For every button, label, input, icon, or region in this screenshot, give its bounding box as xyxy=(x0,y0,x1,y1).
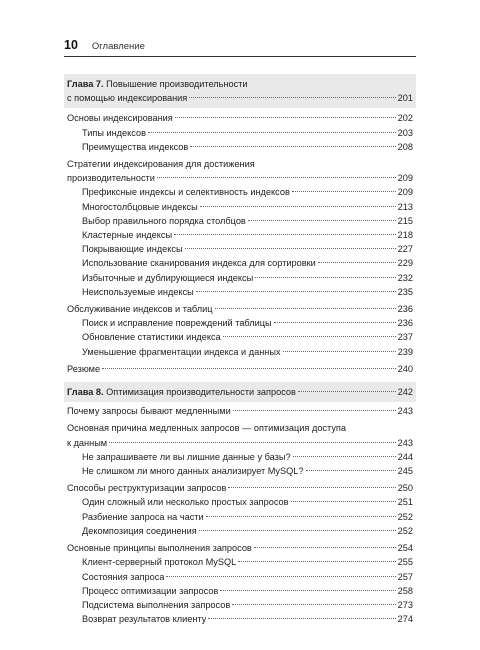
toc-page-number: 274 xyxy=(397,614,413,625)
toc-entry-label: Декомпозиция соединения xyxy=(82,525,197,536)
dot-leader xyxy=(318,262,396,263)
toc-entry-line: Стратегии индексирования для достижения xyxy=(67,159,255,170)
toc-page-number: 209 xyxy=(397,187,413,198)
toc-entry-label: Резюме xyxy=(67,363,101,374)
toc-entry-line xyxy=(67,77,413,91)
toc-entry[interactable] xyxy=(64,495,416,509)
chapter-title: Оптимизация производительности запросов xyxy=(106,387,296,398)
toc-entry-label: к данным xyxy=(67,437,108,448)
dot-leader xyxy=(109,442,396,443)
toc-entry-line: Основная причина медленных запросов — оптимизация доступа xyxy=(67,423,347,434)
toc-entry[interactable] xyxy=(64,464,416,478)
toc-entry-label: Избыточные и дублирующиеся индексы xyxy=(82,272,254,283)
toc-entry-label: Не запрашиваете ли вы лишние данные у базы? xyxy=(82,451,291,462)
toc-entry-label: Почему запросы бывают медленными xyxy=(67,406,231,417)
toc-entry-label: Клиент-серверный протокол MySQL xyxy=(82,557,237,568)
toc-page-number: 202 xyxy=(397,113,413,124)
toc-page-number: 252 xyxy=(397,511,413,522)
toc-entry[interactable] xyxy=(64,481,416,495)
toc-entry[interactable] xyxy=(64,256,416,270)
toc-entry[interactable] xyxy=(64,584,416,598)
toc-entry[interactable] xyxy=(67,436,413,450)
dot-leader xyxy=(298,391,396,392)
toc-page-number: 235 xyxy=(397,286,413,297)
dot-leader xyxy=(306,470,396,471)
toc-entry-line-1 xyxy=(67,157,413,171)
chapter-8-sections xyxy=(64,402,416,626)
chapter-title-line xyxy=(67,77,413,91)
toc-entry-label: Основы индексирования xyxy=(67,113,173,124)
dot-leader xyxy=(293,456,396,457)
dot-leader xyxy=(283,351,396,352)
chapter-prefix: Глава 8. xyxy=(67,387,104,398)
toc-entry-label: производительности xyxy=(67,173,155,184)
toc-entry-label: Способы реструктуризации запросов xyxy=(67,483,227,494)
toc-page-number: 252 xyxy=(397,525,413,536)
toc-entry[interactable] xyxy=(64,271,416,285)
dot-leader xyxy=(185,248,396,249)
dot-leader xyxy=(200,206,396,207)
toc-entry-label: Основные принципы выполнения запросов xyxy=(67,543,252,554)
toc-page-number: 203 xyxy=(397,127,413,138)
toc-entry[interactable] xyxy=(64,200,416,214)
dot-leader xyxy=(102,368,396,369)
toc-entry-label: Обновление статистики индекса xyxy=(82,332,221,343)
header-rule xyxy=(64,56,416,57)
toc-entry[interactable] xyxy=(64,330,416,344)
toc-entry-label: Неиспользуемые индексы xyxy=(82,286,194,297)
toc-entry-label: Покрывающие индексы xyxy=(82,244,183,255)
toc-entry[interactable] xyxy=(64,126,416,140)
toc-entry[interactable] xyxy=(64,450,416,464)
dot-leader xyxy=(255,277,395,278)
toc-entry[interactable] xyxy=(64,524,416,538)
dot-leader xyxy=(196,291,396,292)
toc-entry[interactable] xyxy=(64,612,416,626)
toc-entry-label: Состояния запроса xyxy=(82,571,165,582)
toc-entry[interactable] xyxy=(67,171,413,185)
toc-entry[interactable] xyxy=(64,242,416,256)
toc-page-number: 229 xyxy=(397,258,413,269)
dot-leader xyxy=(199,530,396,531)
toc-page-number: 227 xyxy=(397,244,413,255)
toc-multiline-entry[interactable] xyxy=(64,157,416,185)
toc-entry[interactable] xyxy=(64,570,416,584)
dot-leader xyxy=(292,191,396,192)
dot-leader xyxy=(232,604,395,605)
toc-entry[interactable] xyxy=(64,285,416,299)
dot-leader xyxy=(148,132,396,133)
dot-leader xyxy=(291,501,396,502)
toc-page-number: 250 xyxy=(397,483,413,494)
toc-entry-label: Один сложный или несколько простых запросов xyxy=(82,497,289,508)
toc-entry-label: Типы индексов xyxy=(82,127,146,138)
toc-entry[interactable] xyxy=(67,91,413,105)
dot-leader xyxy=(248,220,396,221)
dot-leader xyxy=(220,590,395,591)
toc-page-number: 273 xyxy=(397,599,413,610)
toc-page-number: 218 xyxy=(397,230,413,241)
toc-page-number: 245 xyxy=(397,466,413,477)
page-header xyxy=(64,38,416,54)
toc-entry-label: Возврат результатов клиенту xyxy=(82,614,207,625)
toc-page-number: 257 xyxy=(397,571,413,582)
dot-leader xyxy=(228,487,395,488)
toc-page-number: 236 xyxy=(397,304,413,315)
table-of-contents xyxy=(64,74,416,626)
toc-entry-label: Выбор правильного порядка столбцов xyxy=(82,215,246,226)
toc-page-number: 208 xyxy=(397,141,413,152)
page-number: 10 xyxy=(64,38,78,52)
toc-page-number: 201 xyxy=(397,93,413,104)
toc-page-number: 209 xyxy=(397,173,413,184)
toc-entry-label: Кластерные индексы xyxy=(82,230,173,241)
toc-entry-label: Преимущества индексов xyxy=(82,141,189,152)
toc-entry-label: Процесс оптимизации запросов xyxy=(82,585,219,596)
toc-entry-label: Подсистема выполнения запросов xyxy=(82,599,231,610)
toc-page-number: 236 xyxy=(397,318,413,329)
toc-entry[interactable] xyxy=(64,345,416,359)
toc-entry[interactable] xyxy=(64,140,416,154)
toc-entry[interactable] xyxy=(64,362,416,376)
toc-entry[interactable] xyxy=(64,228,416,242)
chapter-title: Повышение производительности xyxy=(106,79,248,89)
toc-page-number: 240 xyxy=(397,363,413,374)
toc-page-number: 239 xyxy=(397,346,413,357)
toc-entry[interactable] xyxy=(64,111,416,125)
chapter-7-heading[interactable] xyxy=(64,74,416,108)
dot-leader xyxy=(274,322,396,323)
toc-entry-label: Разбиение запроса на части xyxy=(82,511,204,522)
toc-page-number: 251 xyxy=(397,497,413,508)
toc-entry-label xyxy=(67,385,296,399)
running-title: Оглавление xyxy=(91,41,145,52)
toc-page-number: 215 xyxy=(397,215,413,226)
toc-multiline-entry[interactable] xyxy=(64,421,416,449)
toc-entry[interactable] xyxy=(64,555,416,569)
dot-leader xyxy=(189,97,395,98)
dot-leader xyxy=(223,336,396,337)
toc-entry-label: Префиксные индексы и селективность индексов xyxy=(82,187,290,198)
toc-entry-label: Обслуживание индексов и таблиц xyxy=(67,304,213,315)
dot-leader xyxy=(233,410,396,411)
toc-page-number: 255 xyxy=(397,557,413,568)
toc-entry[interactable] xyxy=(64,510,416,524)
toc-entry-label: Уменьшение фрагментации индекса и данных xyxy=(82,346,281,357)
toc-page-number: 244 xyxy=(397,451,413,462)
dot-leader xyxy=(238,561,395,562)
toc-entry-label: Использование сканирования индекса для сортировки xyxy=(82,258,316,269)
dot-leader xyxy=(206,516,396,517)
toc-entry-label: Многостолбцовые индексы xyxy=(82,201,198,212)
toc-entry[interactable] xyxy=(64,302,416,316)
toc-page-number: 258 xyxy=(397,585,413,596)
dot-leader xyxy=(208,618,395,619)
dot-leader xyxy=(190,146,395,147)
toc-entry[interactable] xyxy=(64,404,416,418)
dot-leader xyxy=(175,117,396,118)
toc-entry[interactable] xyxy=(64,598,416,612)
dot-leader xyxy=(157,177,396,178)
toc-page-number: 232 xyxy=(397,272,413,283)
dot-leader xyxy=(166,576,395,577)
toc-page-number: 243 xyxy=(397,406,413,417)
toc-page-number: 254 xyxy=(397,543,413,554)
toc-entry-label: Поиск и исправление повреждений таблицы xyxy=(82,318,272,329)
dot-leader xyxy=(254,547,396,548)
toc-entry[interactable] xyxy=(67,385,413,399)
dot-leader xyxy=(215,308,396,309)
chapter-7-sections xyxy=(64,108,416,376)
dot-leader xyxy=(174,234,396,235)
toc-entry[interactable] xyxy=(64,214,416,228)
toc-entry[interactable] xyxy=(64,185,416,199)
toc-page-number: 243 xyxy=(397,437,413,448)
toc-entry-label: Не слишком ли много данных анализирует MySQL? xyxy=(82,466,304,477)
toc-page-number: 213 xyxy=(397,201,413,212)
toc-entry[interactable] xyxy=(64,541,416,555)
chapter-prefix: Глава 7. xyxy=(67,79,104,89)
toc-entry[interactable] xyxy=(64,316,416,330)
toc-page-number: 237 xyxy=(397,332,413,343)
toc-page-number: 242 xyxy=(397,387,413,398)
toc-entry-label: с помощью индексирования xyxy=(67,93,188,104)
toc-entry-line-1 xyxy=(67,421,413,435)
chapter-8-heading[interactable] xyxy=(64,382,416,402)
